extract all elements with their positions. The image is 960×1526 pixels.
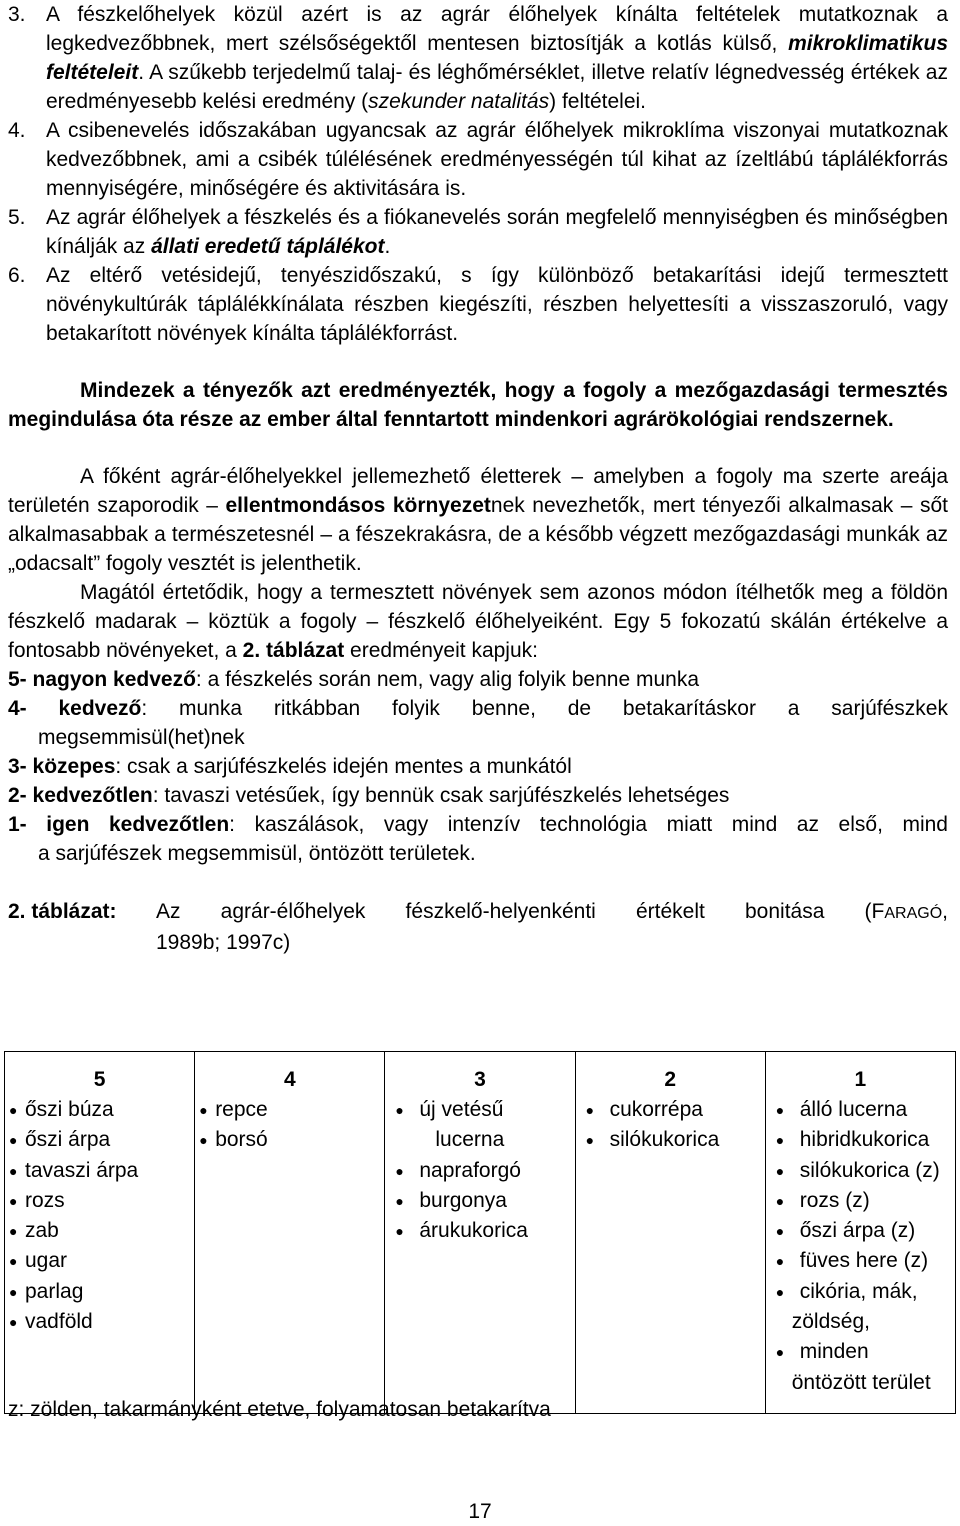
emphasis-term: mikroklimatikus feltételeit — [46, 32, 948, 84]
emphasis-term: állati eredetű táplálékot — [151, 235, 385, 258]
header-cell: 3 — [385, 1052, 575, 1096]
table-footnote: z: zölden, takarmányként etetve, folyamatosan betakarítva — [8, 1398, 551, 1421]
caption-line-2: 1989b; 1997c) — [156, 931, 291, 954]
scale-number: 5- — [8, 668, 33, 691]
text-run: zöldség, — [791, 1310, 870, 1334]
text-run: Magától értetődik, hogy a termesztett növények sem azonos módon ítélhetők meg a földön fészkelő madarak – köztük a fogoly – fészkelő élőhelyeiként. Egy 5 fokozatú skálán értékelve a fontosabb növényeket, a — [8, 581, 948, 662]
text-run: A főként agrár-élőhelyekkel jellemezhető életterek – amelyben a fogoly ma szerte areája területén szaporodik – — [8, 465, 948, 517]
page-number: 17 — [468, 1500, 492, 1523]
header-cell: 2 — [575, 1052, 765, 1096]
table-cell — [385, 1095, 575, 1414]
list-item: ● cukorrépa — [580, 1095, 765, 1125]
scale-item — [8, 781, 948, 810]
list-item: ● zab — [9, 1216, 194, 1246]
scale-number: 2- — [8, 784, 33, 807]
text-run: ) feltételei. — [549, 90, 647, 113]
list-item: ● álló lucerna — [770, 1095, 955, 1125]
header-cell: 1 — [765, 1052, 955, 1096]
list-item: ● őszi búza — [9, 1095, 194, 1125]
caption-label: 2. táblázat: — [8, 900, 117, 923]
table-cell — [575, 1095, 765, 1414]
scale-item — [8, 665, 948, 694]
list-item: ● tavaszi árpa — [9, 1156, 194, 1186]
table-row — [5, 1095, 956, 1414]
bold-term: ellentmondásos környezet — [225, 494, 491, 517]
text-run: minden — [799, 1340, 869, 1364]
item-number: 6. — [8, 264, 26, 287]
scale-item — [8, 752, 948, 781]
list-item: ● őszi árpa — [9, 1125, 194, 1155]
scale-number: 1- — [8, 813, 47, 836]
text-run: . — [384, 235, 391, 258]
author-initial: F — [871, 900, 885, 923]
list-item — [8, 261, 948, 348]
scale-label: közepes — [32, 755, 116, 778]
list-item: ● rozs — [9, 1186, 194, 1216]
table-reference: 2. táblázat — [242, 639, 345, 662]
scale-item — [8, 694, 948, 723]
scale-label: igen kedvezőtlen — [46, 813, 230, 836]
list-item: ● vadföld — [9, 1307, 194, 1337]
list-item: ● napraforgó — [389, 1156, 574, 1186]
item-number: 3. — [8, 3, 26, 26]
scale-label: nagyon kedvező — [32, 668, 196, 691]
text-run: cikória, mák, — [799, 1279, 918, 1303]
scale-text: : a fészkelés során nem, vagy alig folyik benne munka — [195, 668, 700, 691]
list-item: ● silókukorica — [580, 1125, 765, 1155]
list-item: ● silókukorica (z) — [770, 1156, 955, 1186]
list-item — [8, 116, 948, 203]
list-item: ● rozs (z) — [770, 1186, 955, 1216]
author-smallcaps: ARAGÓ — [884, 905, 943, 922]
item-number: 5. — [8, 206, 26, 229]
scale-item — [8, 810, 948, 839]
text-run: A fészkelőhelyek közül azért is az agrár élőhelyek kínálta feltételek mutatkoznak a legkedvezőbbnek, mert szélsőségektől mentesen biztosítják a kotlás külső, — [46, 3, 948, 55]
document-page — [8, 0, 948, 957]
header-cell: 4 — [195, 1052, 385, 1096]
text-run: új vetésű — [419, 1098, 504, 1121]
list-item — [770, 1337, 955, 1398]
list-item — [8, 0, 948, 116]
scale-text: : tavaszi vetésűek, így bennük csak sarjúfészkelés lehetséges — [152, 784, 730, 807]
list-item: ● őszi árpa (z) — [770, 1216, 955, 1246]
list-item: ● borsó — [199, 1125, 384, 1155]
text-run: Az agrár élőhelyek a fészkelés és a fiókanevelés során megfelelő mennyiségben és minőségben kínálják az — [46, 206, 948, 258]
conclusion-paragraph: Mindezek a tényezők azt eredményezték, hogy a fogoly a mezőgazdasági termesztés megindulása óta része az ember által fenntartott mindenkori agrárökológiai rendszernek. — [8, 379, 948, 431]
list-item: ● ugar — [9, 1246, 194, 1276]
list-item — [8, 203, 948, 261]
header-cell: 5 — [5, 1052, 195, 1096]
caption-text — [156, 897, 948, 928]
scale-continuation: megsemmisül(het)nek — [38, 726, 245, 749]
list-item: ● hibridkukorica — [770, 1125, 955, 1155]
text-run: öntözött terület — [791, 1370, 931, 1394]
list-item: ● burgonya — [389, 1186, 574, 1216]
scale-label: kedvező — [58, 697, 142, 720]
body-paragraph — [8, 578, 948, 665]
text-run: eredményeit kapjuk: — [344, 639, 538, 662]
scale-label: kedvezőtlen — [32, 784, 153, 807]
text-run: lucerna — [435, 1128, 505, 1152]
item-text — [46, 0, 948, 116]
text-run: , — [942, 900, 948, 923]
table-cell — [765, 1095, 955, 1414]
list-item: ● parlag — [9, 1277, 194, 1307]
body-paragraph — [8, 462, 948, 578]
scale-text: : kaszálások, vagy intenzív technológia miatt mind az első, mind — [229, 813, 948, 836]
table-header-row — [5, 1052, 956, 1096]
list-item: ● repce — [199, 1095, 384, 1125]
bonitas-table — [4, 1051, 956, 1414]
scale-number: 3- — [8, 755, 33, 778]
item-text: Az eltérő vetésidejű, tenyészidőszakú, s így különböző betakarítási idejű termesztett növénykultúrák táplálékkínálata részben kiegészíti, részben helyettesíti a visszaszoruló, vagy betakarított növények kínálta táplálékforrást. — [46, 264, 948, 345]
crop-list — [5, 1095, 194, 1337]
crop-list — [576, 1095, 765, 1156]
list-item: ● füves here (z) — [770, 1246, 955, 1276]
text-run: . A szűkebb terjedelmű talaj- és léghőmérséklet, illetve relatív légnedvesség értékek az eredményesebb kelési eredmény ( — [46, 61, 948, 113]
table-caption — [8, 897, 948, 928]
scale-number: 4- — [8, 697, 59, 720]
item-text — [46, 203, 948, 261]
text-run: Az agrár-élőhelyek fészkelő-helyenkénti értékelt bonitása ( — [156, 900, 872, 923]
crop-list — [766, 1095, 955, 1398]
item-number: 4. — [8, 119, 26, 142]
crop-list — [385, 1095, 574, 1246]
table-cell — [5, 1095, 195, 1414]
item-text: A csibenevelés időszakában ugyancsak az agrár élőhelyek mikroklíma viszonyai mutatkoznak kedvezőbbnek, ami a csibék túlélésének eredményességén túl kihat az ízeltlábú táplálékforrás mennyiségére, minőségére és aktivitására is. — [46, 119, 948, 200]
list-item — [770, 1277, 955, 1338]
scale-text: : csak a sarjúfészkelés idején mentes a munkától — [115, 755, 572, 778]
scale-text: : munka ritkábban folyik benne, de betakarításkor a sarjúfészkek — [141, 697, 948, 720]
italic-term: szekunder natalitás — [368, 90, 550, 113]
list-item: ● árukukorica — [389, 1216, 574, 1246]
text-run: nek nevezhetők, mert tényezői alkalmasak – sőt alkalmasabbak a természetesnél – a fészekrakásra, de a később végzett mezőgazdasági munkák az „odacsalt” fogoly vesztét is jelenthetik. — [8, 494, 948, 575]
crop-list — [195, 1095, 384, 1156]
scale-continuation: a sarjúfészek megsemmisül, öntözött területek. — [38, 842, 476, 865]
list-item — [389, 1095, 574, 1156]
table-cell — [195, 1095, 385, 1414]
